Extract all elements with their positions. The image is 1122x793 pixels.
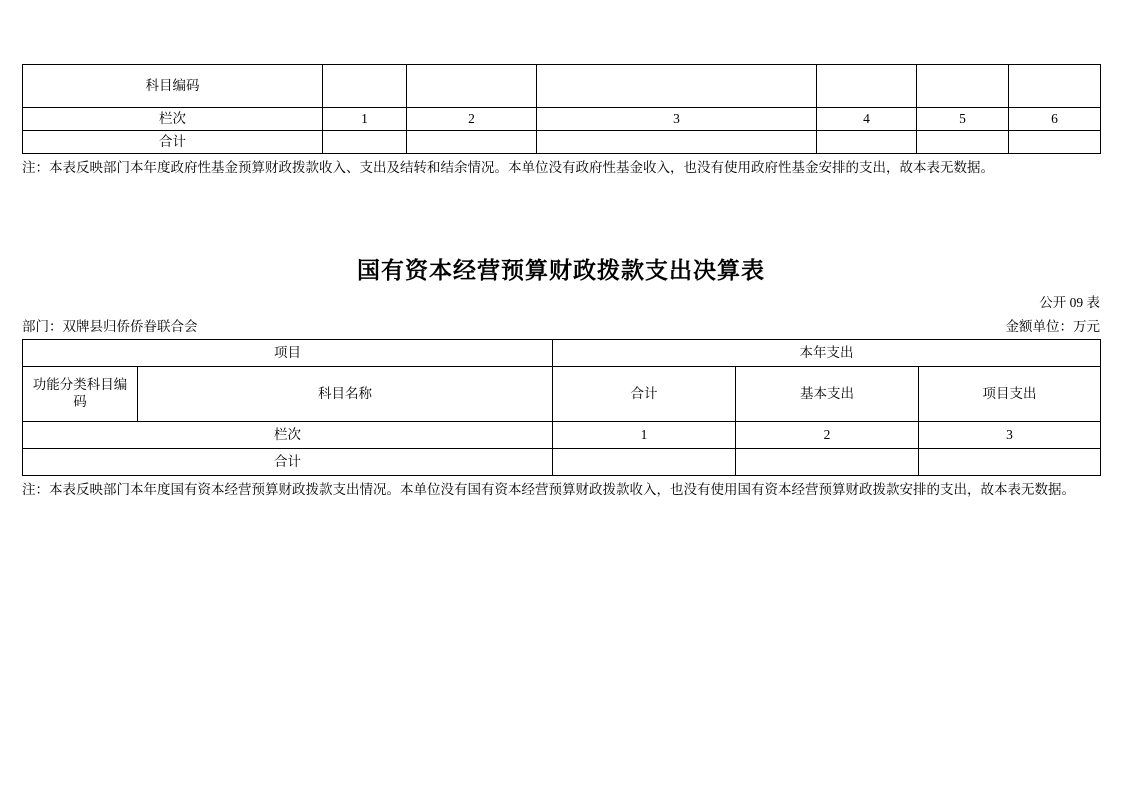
page-title: 国有资本经营预算财政拨款支出决算表 — [357, 258, 765, 283]
cell: 2 — [407, 108, 537, 131]
header-project-group: 项目 — [23, 340, 553, 367]
cell — [917, 65, 1009, 108]
cell — [407, 65, 537, 108]
state-capital-section — [22, 252, 1100, 500]
cell — [323, 131, 407, 154]
table-header-row — [23, 367, 1101, 422]
gov-fund-table — [22, 64, 1101, 154]
gov-fund-table-fragment — [22, 64, 1101, 154]
cell — [407, 131, 537, 154]
table-row — [23, 65, 1101, 108]
cell — [817, 131, 917, 154]
table-row — [23, 131, 1101, 154]
form-code: 公开 09 表 — [1039, 295, 1100, 310]
cell: 1 — [553, 422, 736, 449]
cell-column-index-label: 栏次 — [23, 422, 553, 449]
cell: 5 — [917, 108, 1009, 131]
cell — [1009, 131, 1101, 154]
table-row — [23, 422, 1101, 449]
cell-column-index-label: 栏次 — [23, 108, 323, 131]
header-project-expense: 项目支出 — [919, 367, 1101, 422]
cell-subject-code: 科目编码 — [23, 65, 323, 108]
header-total: 合计 — [553, 367, 736, 422]
cell: 2 — [736, 422, 919, 449]
cell-total-label: 合计 — [23, 131, 323, 154]
cell-total-label: 合计 — [23, 449, 553, 476]
table-row — [23, 108, 1101, 131]
header-year-expense-group: 本年支出 — [553, 340, 1101, 367]
cell: 1 — [323, 108, 407, 131]
state-capital-table — [22, 339, 1101, 476]
header-func-code: 功能分类科目编码 — [23, 367, 138, 422]
cell — [553, 449, 736, 476]
table-header-group-row — [23, 340, 1101, 367]
cell — [1009, 65, 1101, 108]
cell: 3 — [919, 422, 1101, 449]
header-basic-expense: 基本支出 — [736, 367, 919, 422]
department-label: 部门：双牌县归侨侨眷联合会 — [22, 319, 198, 335]
header-subject-name: 科目名称 — [138, 367, 553, 422]
table-row — [23, 449, 1101, 476]
cell — [537, 131, 817, 154]
amount-unit-label: 金额单位：万元 — [1005, 319, 1100, 335]
cell — [736, 449, 919, 476]
state-capital-table-note: 注：本表反映部门本年度国有资本经营预算财政拨款支出情况。本单位没有国有资本经营预算财政拨款收入，也没有使用国有资本经营预算财政拨款安排的支出，故本表无数据。 — [22, 482, 1075, 498]
cell — [817, 65, 917, 108]
meta-row — [22, 315, 1100, 335]
cell: 6 — [1009, 108, 1101, 131]
cell — [917, 131, 1009, 154]
cell — [537, 65, 817, 108]
cell — [919, 449, 1101, 476]
gov-fund-table-note: 注：本表反映部门本年度政府性基金预算财政拨款收入、支出及结转和结余情况。本单位没有政府性基金收入，也没有使用政府性基金安排的支出，故本表无数据。 — [22, 160, 994, 175]
cell: 4 — [817, 108, 917, 131]
cell — [323, 65, 407, 108]
cell: 3 — [537, 108, 817, 131]
